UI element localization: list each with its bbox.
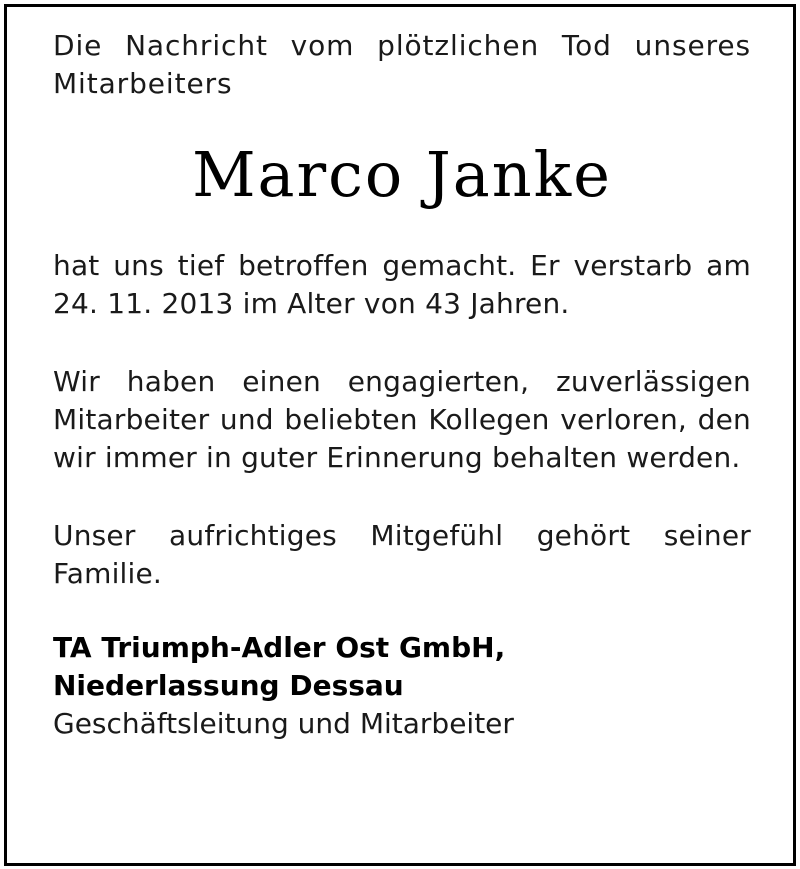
obituary-frame — [4, 4, 796, 866]
company-name-line-2: Niederlassung Dessau — [53, 669, 404, 702]
deceased-name: Marco Janke — [192, 138, 612, 211]
obituary-content — [53, 27, 751, 743]
intro-text: Die Nachricht vom plötzlichen Tod unseres Mitarbeiters — [53, 29, 751, 100]
death-details-paragraph: hat uns tief betroffen gemacht. Er verstarb am 24. 11. 2013 im Alter von 43 Jahren. — [53, 249, 751, 320]
condolence-paragraph: Unser aufrichtiges Mitgefühl gehört seiner Familie. — [53, 519, 751, 590]
company-name-line-1: TA Triumph-Adler Ost GmbH, — [53, 631, 506, 664]
signers-line: Geschäftsleitung und Mitarbeiter — [53, 707, 514, 740]
signature-block — [53, 629, 751, 743]
tribute-paragraph: Wir haben einen engagierten, zuverlässigen Mitarbeiter und beliebten Kollegen verloren, den wir immer in guter Erinnerung behalten werden. — [53, 365, 751, 474]
